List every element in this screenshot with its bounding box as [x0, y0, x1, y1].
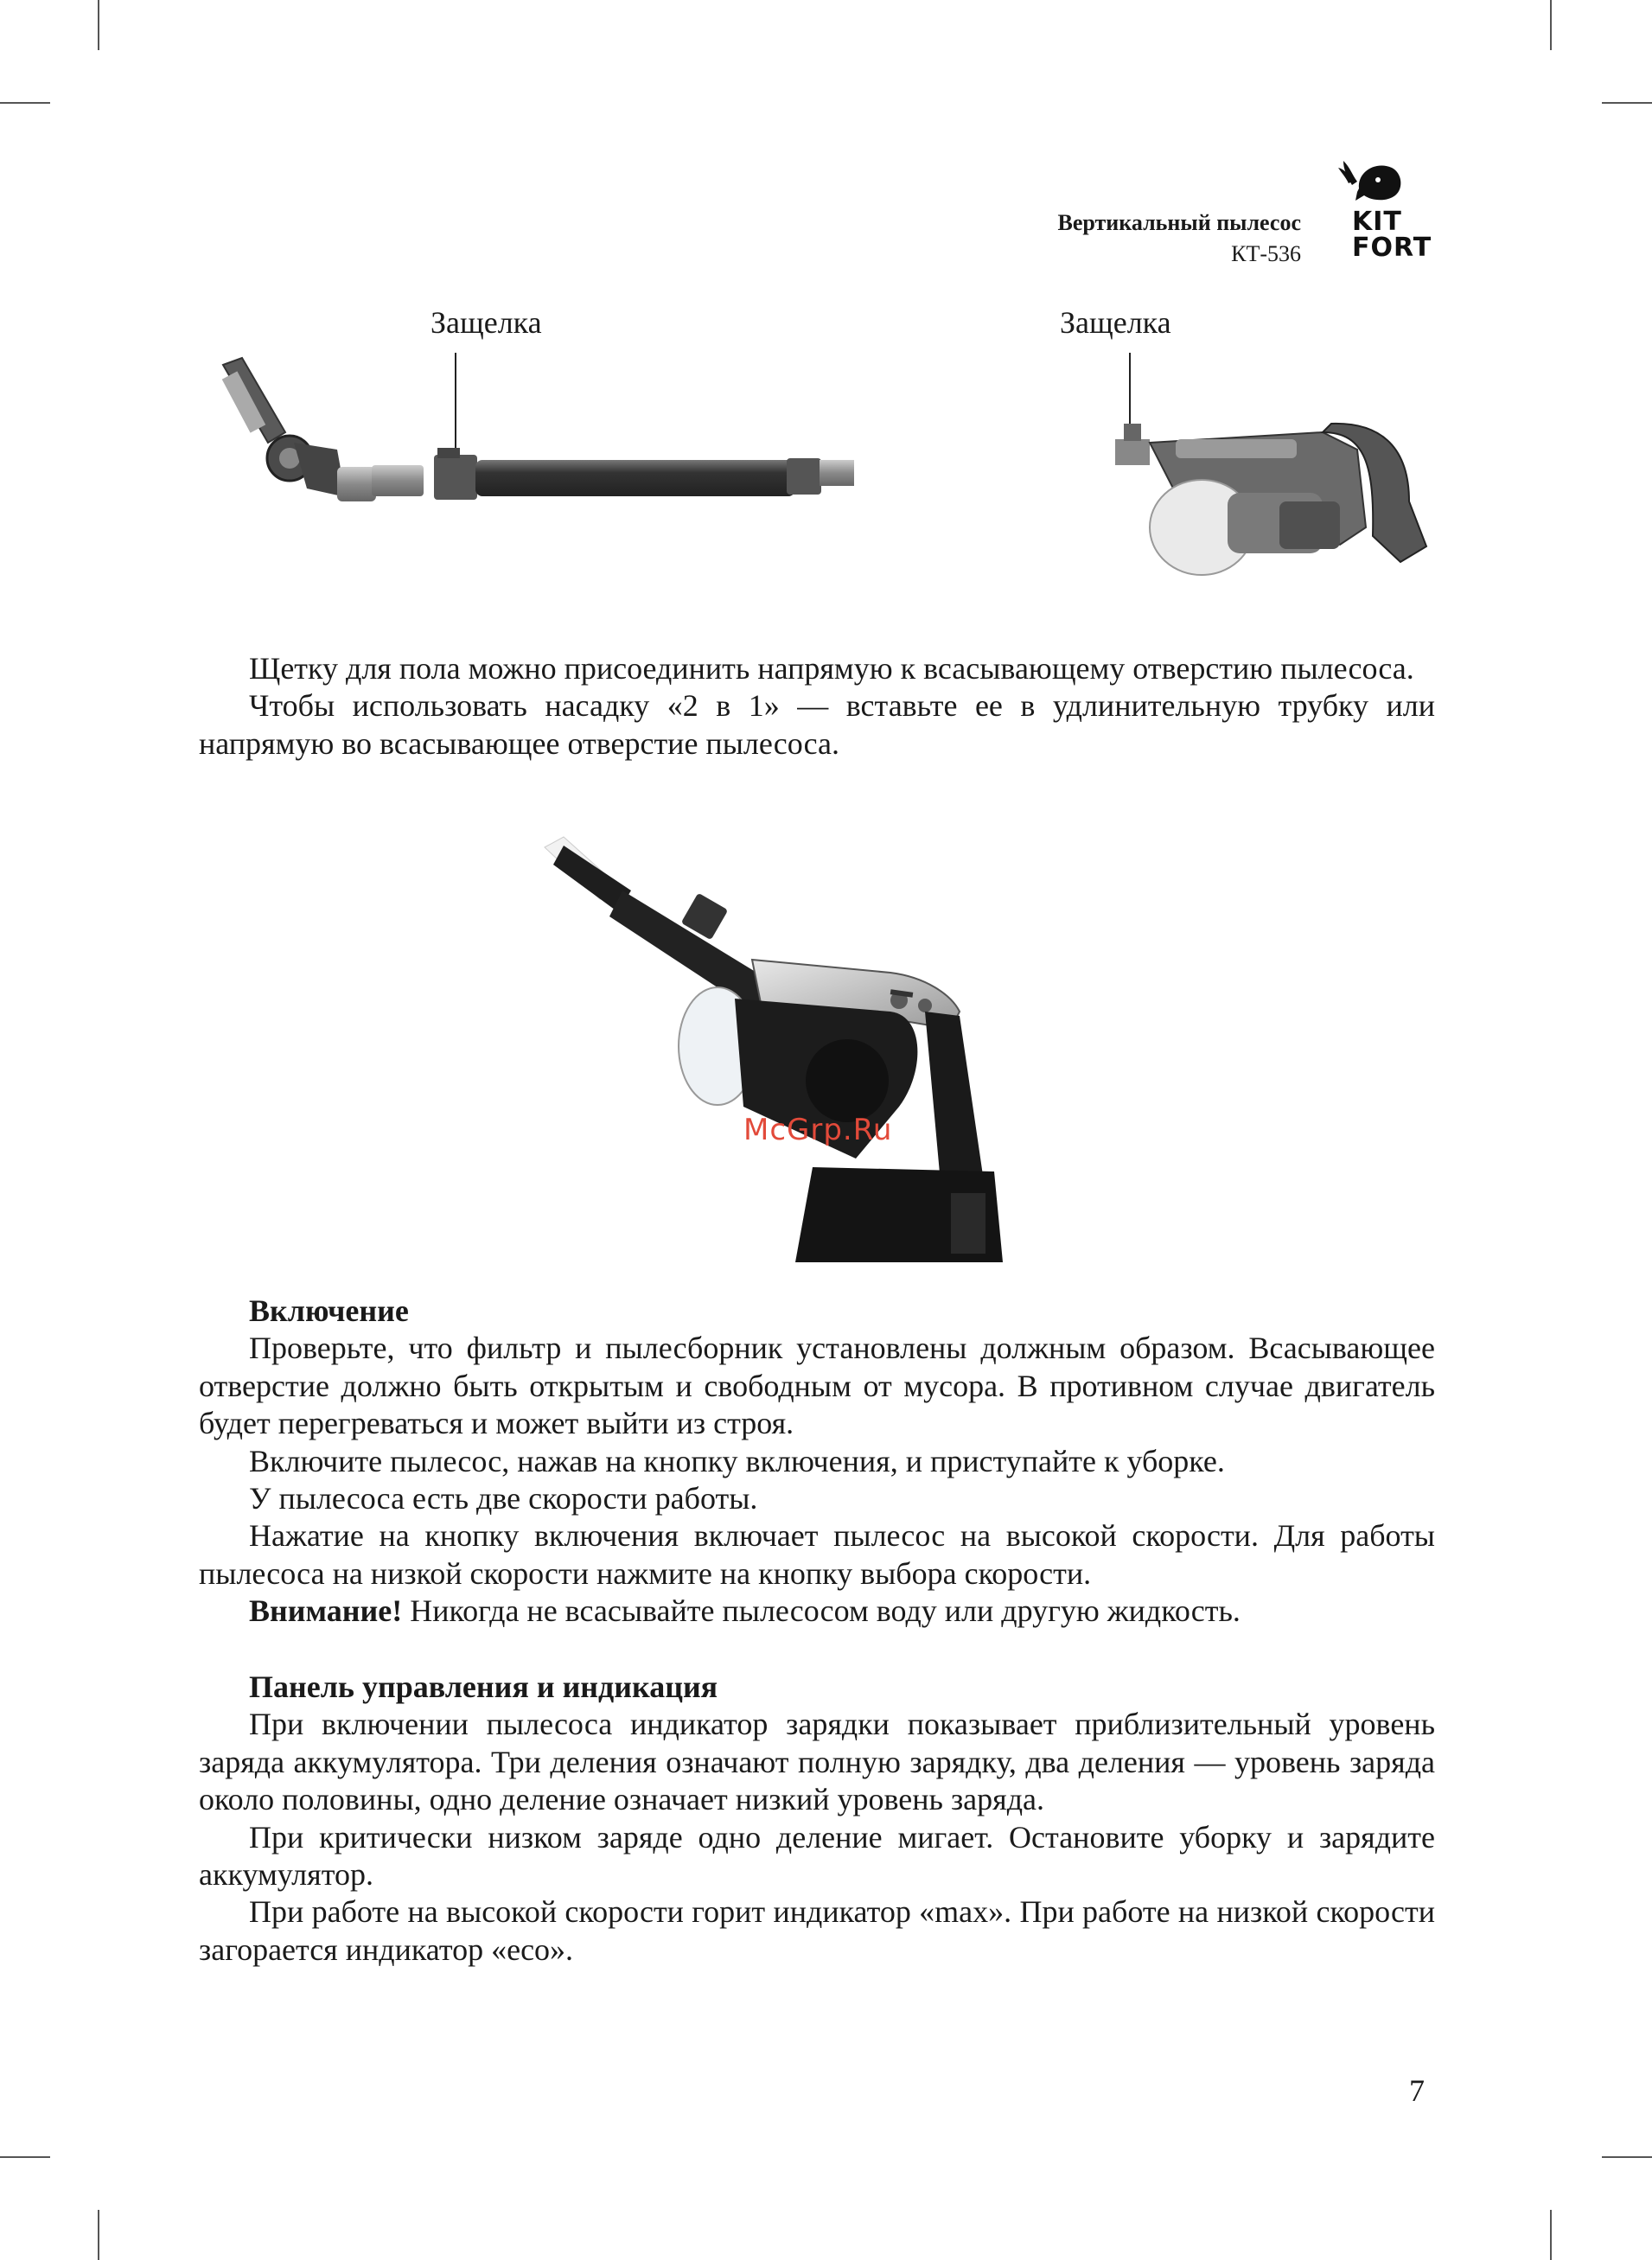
handheld-unit: [1115, 424, 1426, 575]
section-heading-power-on: Включение: [249, 1293, 409, 1328]
kitfort-logo: [1323, 156, 1435, 268]
control-panel-paragraph-2: При критически низком заряде одно деление мигает. Остановите уборку и зарядите аккумулятор.: [199, 1819, 1435, 1893]
crop-mark: [1550, 0, 1552, 50]
section-heading-control-panel: Панель управления и индикация: [249, 1669, 718, 1704]
logo-text: [1352, 209, 1432, 261]
logo-text-kit: KIT: [1352, 207, 1402, 237]
header-model: КТ-536: [1231, 241, 1301, 266]
intro-paragraph-2: Чтобы использовать насадку «2 в 1» — вставьте ее в удлинительную трубку или напрямую во всасывающее отверстие пылесоса.: [199, 688, 1435, 761]
power-on-paragraph-1: Проверьте, что фильтр и пылесборник установлены должным образом. Всасывающее отверстие должно быть открытым и свободным от мусора. В противном случае двигатель будет перегреваться и может выйти из строя.: [199, 1331, 1435, 1441]
crop-mark: [1602, 102, 1652, 104]
control-panel-paragraph-3: При работе на высокой скорости горит индикатор «max». При работе на низкой скорости загорается индикатор «eco».: [199, 1894, 1435, 1967]
extension-tube: [434, 448, 854, 500]
callout-latch-right: Защелка: [1060, 305, 1171, 340]
crop-mark: [0, 2156, 50, 2158]
power-on-paragraph-4: Нажатие на кнопку включения включает пылесос на высокой скорости. Для работы пылесоса на низкой скорости нажмите на кнопку выбора скорости.: [199, 1518, 1435, 1591]
power-on-paragraph-2: Включите пылесос, нажав на кнопку включения, и приступайте к уборке.: [249, 1443, 1225, 1478]
warning-label: Внимание!: [249, 1593, 403, 1629]
warning-text: Никогда не всасывайте пылесосом воду или другую жидкость.: [402, 1593, 1241, 1629]
crop-mark: [0, 102, 50, 104]
crop-mark: [1550, 2210, 1552, 2260]
callout-latch-left: Защелка: [431, 305, 542, 340]
watermark: McGrp.Ru: [743, 1113, 893, 1147]
intro-paragraph-1: Щетку для пола можно присоединить напрямую к всасывающему отверстию пылесоса.: [249, 651, 1414, 686]
power-on-paragraph-3: У пылесоса есть две скорости работы.: [249, 1481, 758, 1516]
section-power-on: [199, 1293, 1435, 1631]
vacuum-parts-illustration: [216, 346, 1444, 605]
control-panel-paragraph-1: При включении пылесоса индикатор зарядки показывает приблизительный уровень заряда аккумулятора. Три деления означают полную зарядку, два деления — уровень заряда около половины, одно деление означает низкий уровень заряда.: [199, 1707, 1435, 1817]
header-title: Вертикальный пылесос: [1057, 210, 1301, 235]
section-control-panel: [199, 1669, 1435, 1969]
intro-text: [199, 650, 1435, 763]
crop-mark: [98, 2210, 99, 2260]
page-number: 7: [1409, 2073, 1425, 2108]
document-header: [1058, 207, 1301, 270]
vacuum-with-nozzle-illustration: [519, 830, 1124, 1271]
crop-mark: [98, 0, 99, 50]
power-on-warning: [199, 1593, 1435, 1630]
floor-brush: [222, 358, 424, 501]
crop-mark: [1602, 2156, 1652, 2158]
logo-text-fort: FORT: [1352, 233, 1432, 263]
